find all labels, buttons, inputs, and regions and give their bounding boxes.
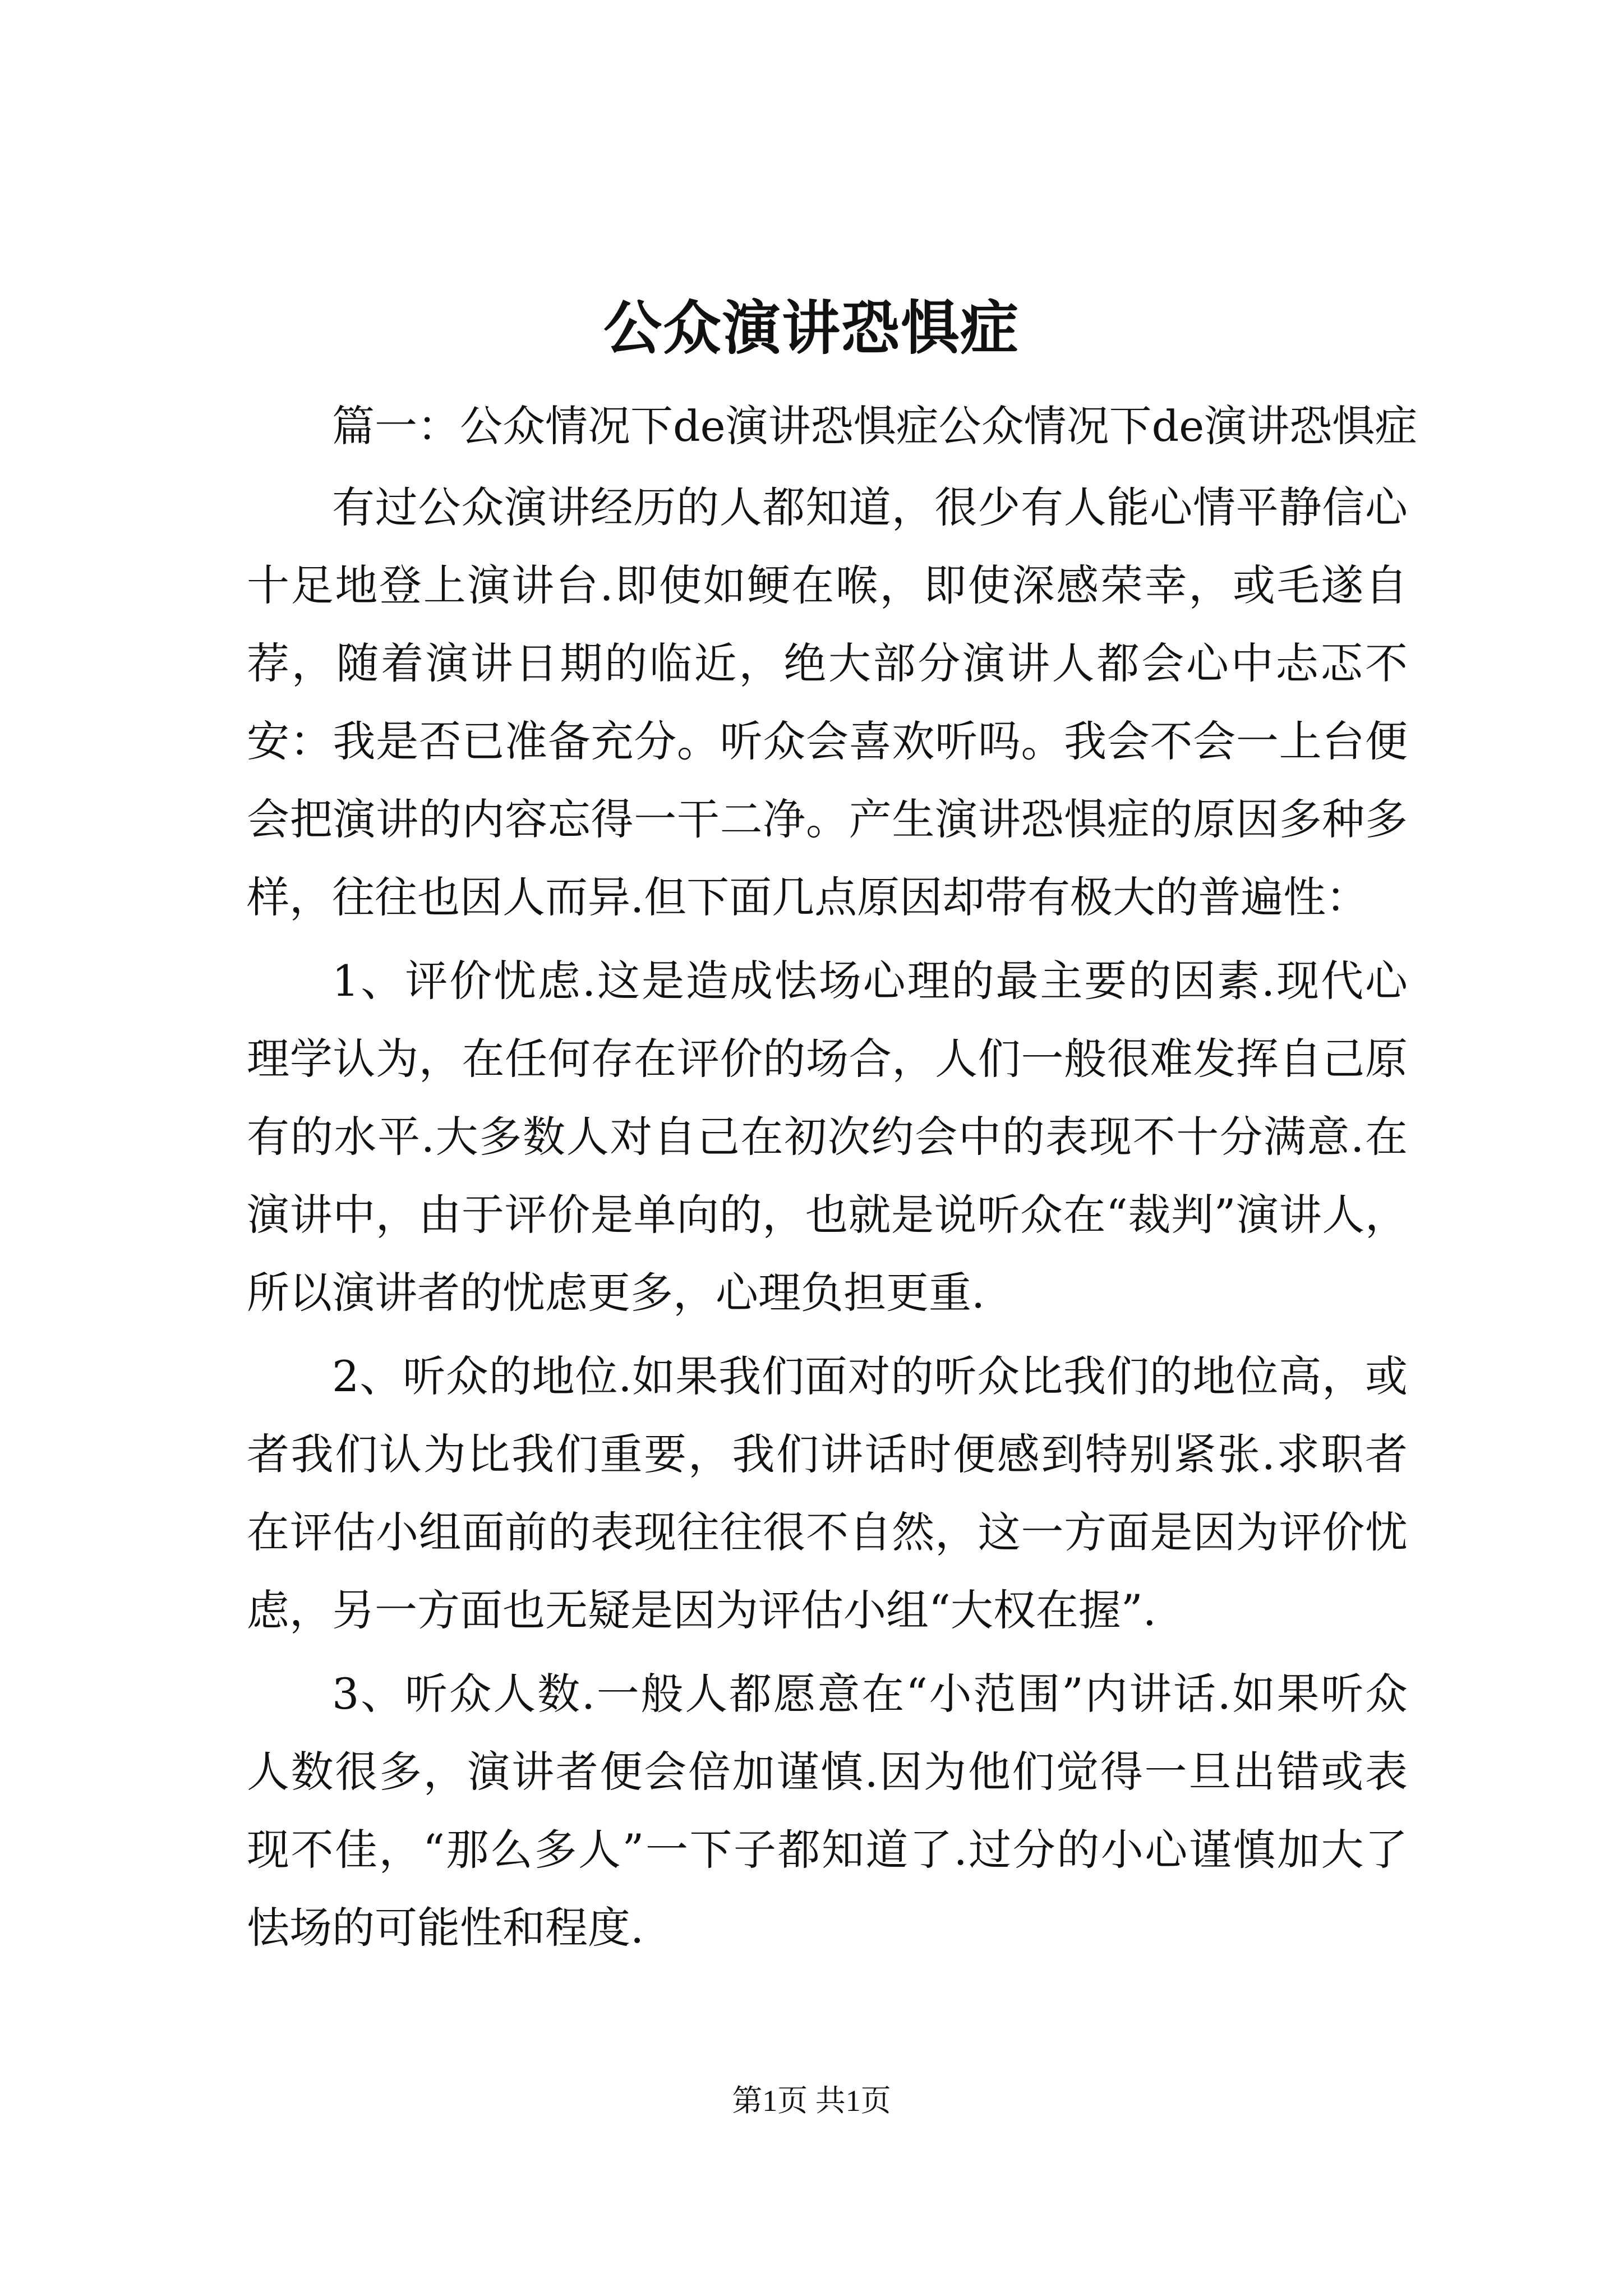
paragraph-point-1: 1、评价忧虑.这是造成怯场心理的最主要的因素.现代心理学认为，在任何存在评价的场合，人们一般很难发挥自己原有的水平.大多数人对自己在初次约会中的表现不十分满意.在演讲中，由于评价是单向的，也就是说听众在“裁判”演讲人，所以演讲者的忧虑更多，心理负担更重. <box>247 956 1408 1318</box>
paragraph-intro: 有过公众演讲经历的人都知道，很少有人能心情平静信心十足地登上演讲台.即使如鲠在喉，即使深感荣幸，或毛遂自荐，随着演讲日期的临近，绝大部分演讲人都会心中忐忑不安：我是否已准备充分。听众会喜欢听吗。我会不会一上台便会把演讲的内容忘得一干二净。产生演讲恐惧症的原因多种多样，往往也因人而异.但下面几点原因却带有极大的普遍性： <box>247 482 1408 922</box>
page-footer: 第1页 共1页 <box>732 2084 891 2118</box>
section-heading: 篇一：公众情况下de演讲恐惧症公众情况下de演讲恐惧症 <box>332 401 1418 451</box>
document-body <box>247 387 1418 1967</box>
paragraph-point-3: 3、听众人数.一般人都愿意在“小范围”内讲话.如果听众人数很多，演讲者便会倍加谨慎.因为他们觉得一旦出错或表现不佳，“那么多人”一下子都知道了.过分的小心谨慎加大了怯场的可能性和程度. <box>247 1669 1408 1953</box>
paragraph-point-2: 2、听众的地位.如果我们面对的听众比我们的地位高，或者我们认为比我们重要，我们讲话时便感到特别紧张.求职者在评估小组面前的表现往往很不自然，这一方面是因为评价忧虑，另一方面也无疑是因为评估小组“大权在握”. <box>247 1351 1408 1635</box>
document-title: 公众演讲恐惧症 <box>603 293 1020 362</box>
